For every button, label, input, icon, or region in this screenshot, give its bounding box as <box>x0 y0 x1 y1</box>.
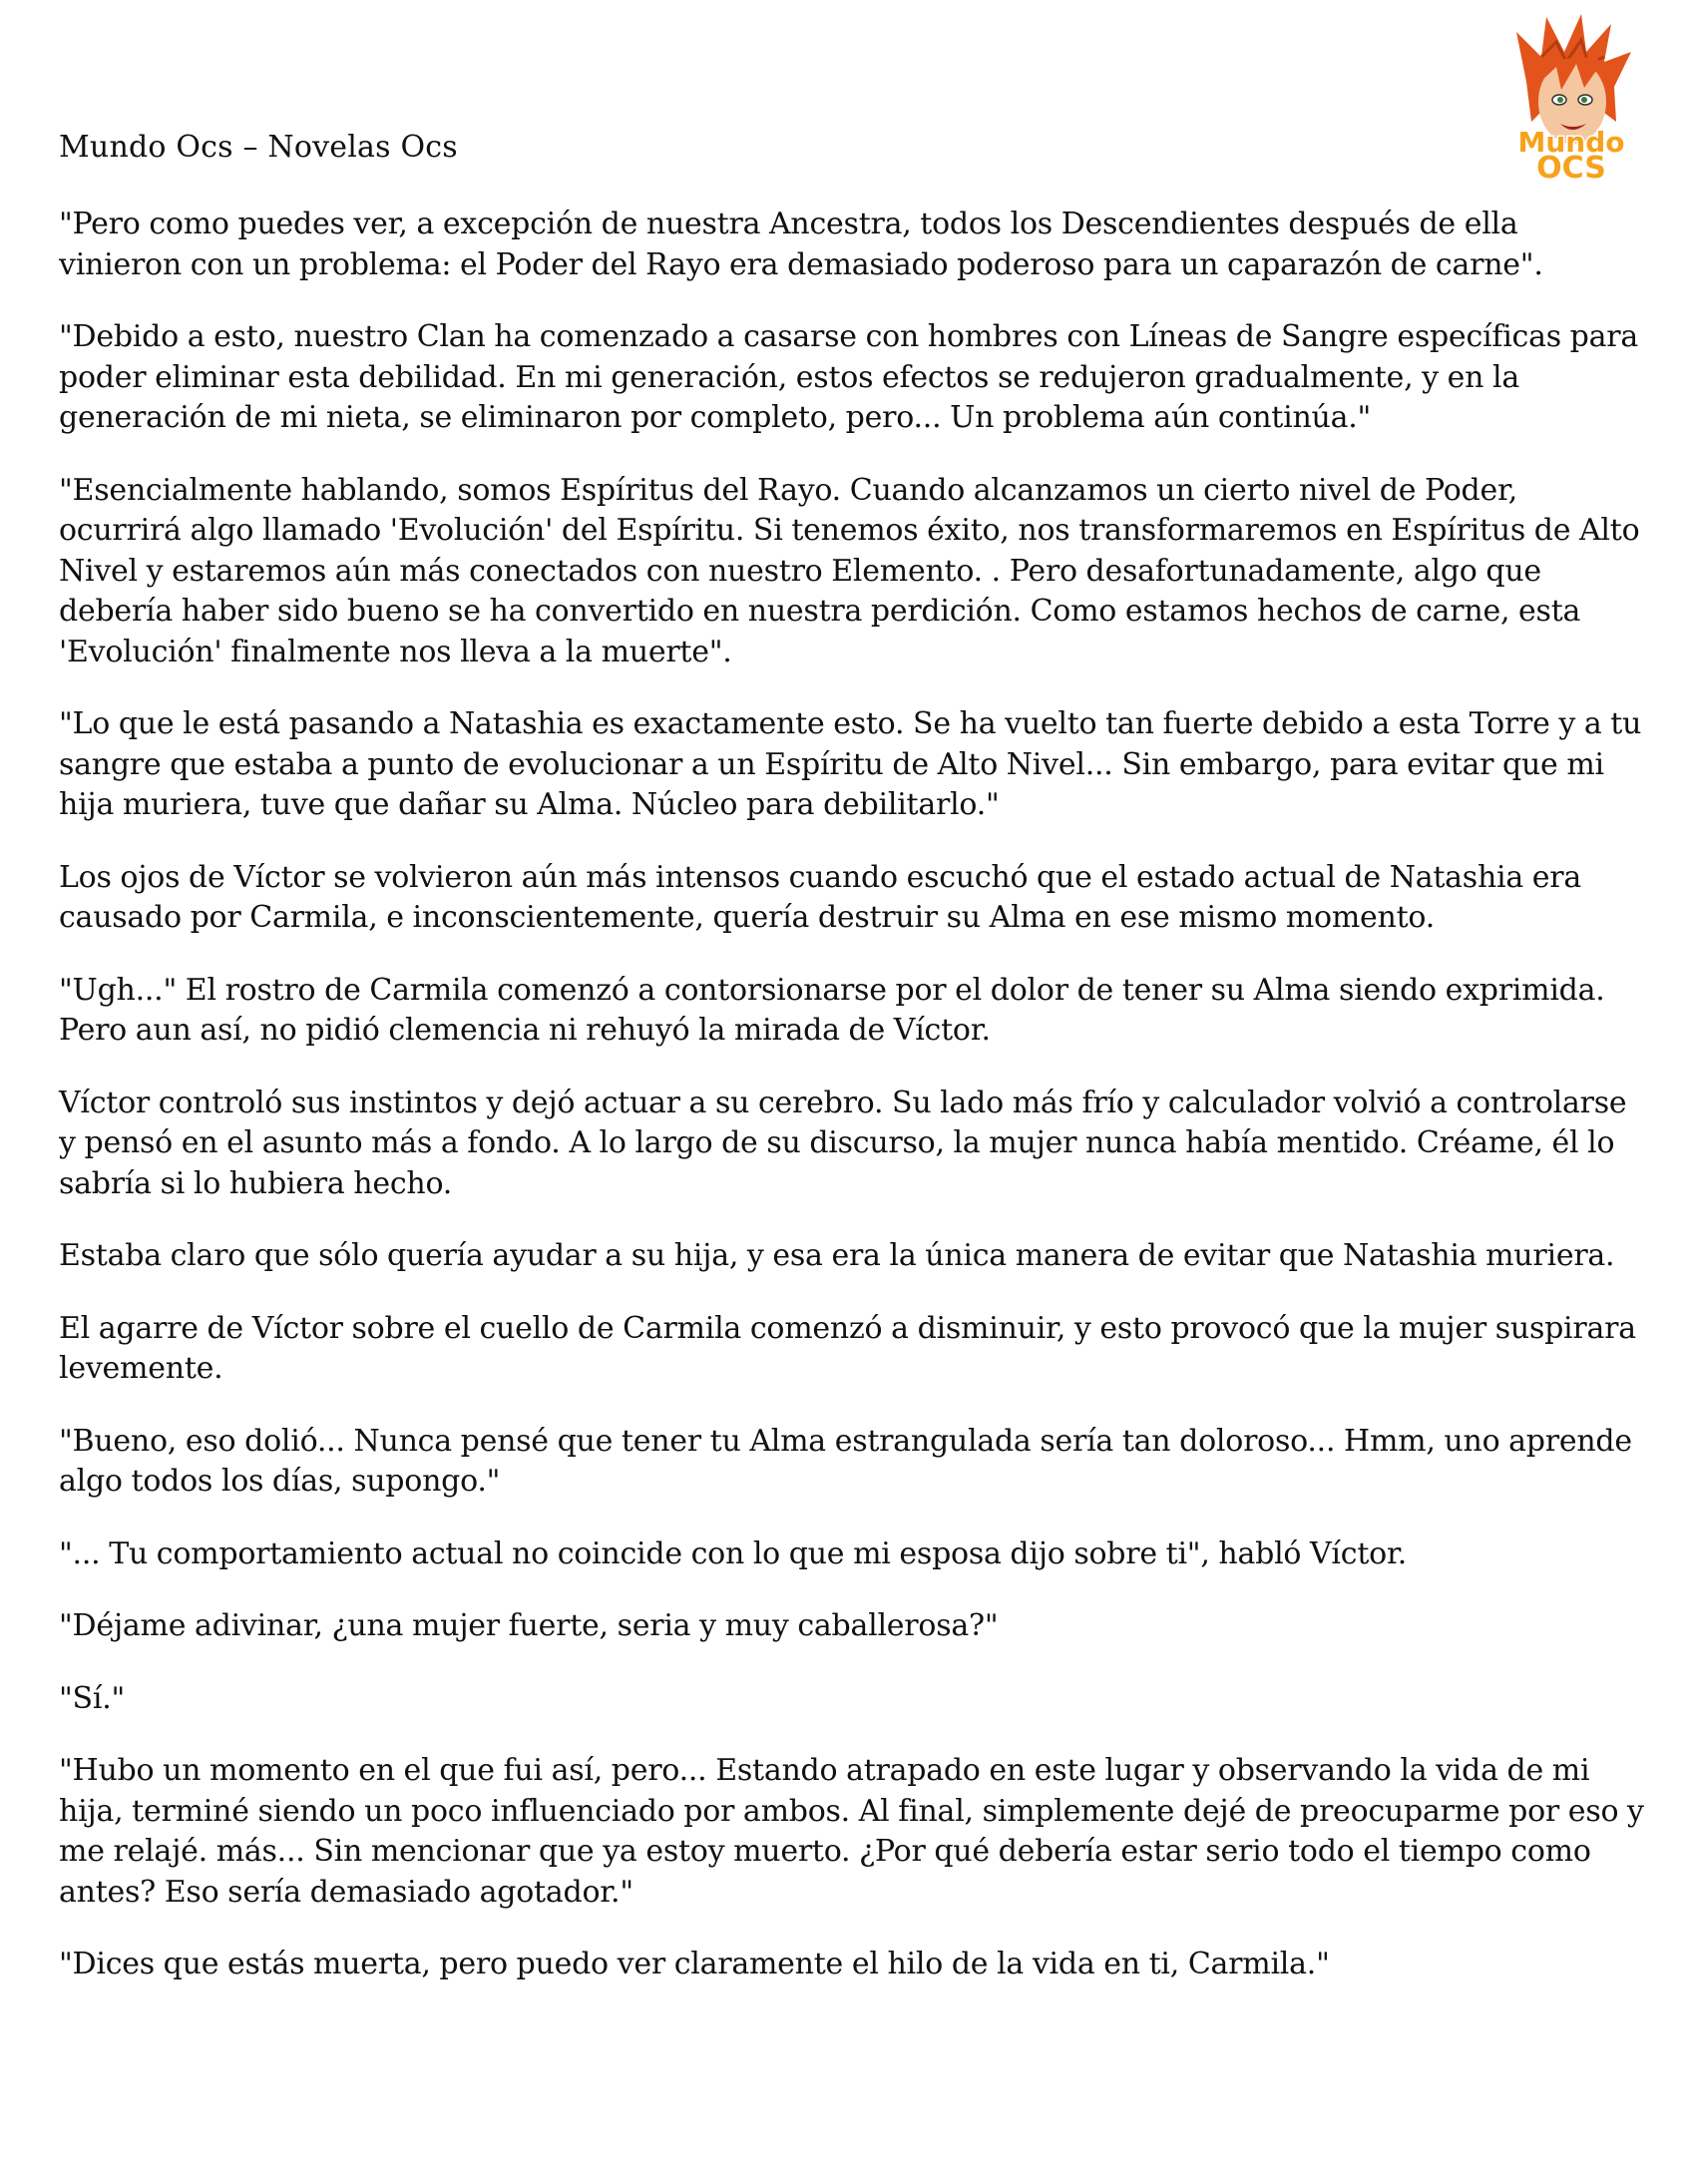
paragraph: "Esencialmente hablando, somos Espíritus del Rayo. Cuando alcanzamos un cierto nivel de Poder, ocurrirá algo llamado 'Evolución' del Espíritu. Si tenemos éxito, nos transformaremos en Espíritus de Alto Nivel y estaremos aún más conectados con nuestro Elemento. . Pero desafortunadamente, algo que debería haber sido bueno se ha convertido en nuestra perdición. Como estamos hechos de carne, esta 'Evolución' finalmente nos lleva a la muerte". <box>59 472 1640 669</box>
paragraph: "Bueno, eso dolió... Nunca pensé que tener tu Alma estrangulada sería tan doloroso... Hmm, uno aprende algo todos los días, supongo." <box>59 1423 1632 1499</box>
paragraph: Estaba claro que sólo quería ayudar a su hija, y esa era la única manera de evitar que Natashia muriera. <box>59 1238 1615 1273</box>
paragraph: "Lo que le está pasando a Natashia es exactamente esto. Se ha vuelto tan fuerte debido a esta Torre y a tu sangre que estaba a punto de evolucionar a un Espíritu de Alto Nivel... Sin embargo, para evitar que mi hija muriera, tuve que dañar su Alma. Núcleo para debilitarlo." <box>59 706 1642 822</box>
paragraph: "Debido a esto, nuestro Clan ha comenzado a casarse con hombres con Líneas de Sangre específicas para poder eliminar esta debilidad. En mi generación, estos efectos se redujeron gradualmente, y en la generación de mi nieta, se eliminaron por completo, pero... Un problema aún continúa." <box>59 319 1638 435</box>
document-body <box>59 205 1645 2017</box>
paragraph: El agarre de Víctor sobre el cuello de Carmila comenzó a disminuir, y esto provocó que la mujer suspirara levemente. <box>59 1310 1636 1386</box>
paragraph: "Dices que estás muerta, pero puedo ver claramente el hilo de la vida en ti, Carmila." <box>59 1947 1330 1981</box>
mundo-ocs-logo <box>1486 12 1656 182</box>
paragraph: "Sí." <box>59 1680 126 1716</box>
paragraph: "Pero como puedes ver, a excepción de nuestra Ancestra, todos los Descendientes después de ella vinieron con un problema: el Poder del Rayo era demasiado poderoso para un caparazón de carne". <box>59 207 1543 282</box>
logo-text-bottom: OCS <box>1536 151 1606 182</box>
paragraph: "Hubo un momento en el que fui así, pero... Estando atrapado en este lugar y observando la vida de mi hija, terminé siendo un poco influenciado por ambos. Al final, simplemente dejé de preocuparme por eso y me relajé. más... Sin mencionar que ya estoy muerto. ¿Por qué debería estar serio todo el tiempo como antes? Eso sería demasiado agotador." <box>59 1753 1644 1910</box>
paragraph: Los ojos de Víctor se volvieron aún más intensos cuando escuchó que el estado actual de Natashia era causado por Carmila, e inconscientemente, quería destruir su Alma en ese mismo momento. <box>59 859 1582 935</box>
paragraph: "Déjame adivinar, ¿una mujer fuerte, seria y muy caballerosa?" <box>59 1608 999 1643</box>
paragraph: Víctor controló sus instintos y dejó actuar a su cerebro. Su lado más frío y calculador volvió a controlarse y pensó en el asunto más a fondo. A lo largo de su discurso, la mujer nunca había mentido. Créame, él lo sabría si lo hubiera hecho. <box>59 1085 1627 1201</box>
paragraph: "... Tu comportamiento actual no coincide con lo que mi esposa dijo sobre ti", habló Víctor. <box>59 1535 1408 1571</box>
logo-text-top: Mundo <box>1517 126 1625 159</box>
page-header: Mundo Ocs – Novelas Ocs <box>59 130 458 165</box>
paragraph: "Ugh..." El rostro de Carmila comenzó a contorsionarse por el dolor de tener su Alma siendo exprimida. Pero aun así, no pidió clemencia ni rehuyó la mirada de Víctor. <box>59 972 1605 1048</box>
